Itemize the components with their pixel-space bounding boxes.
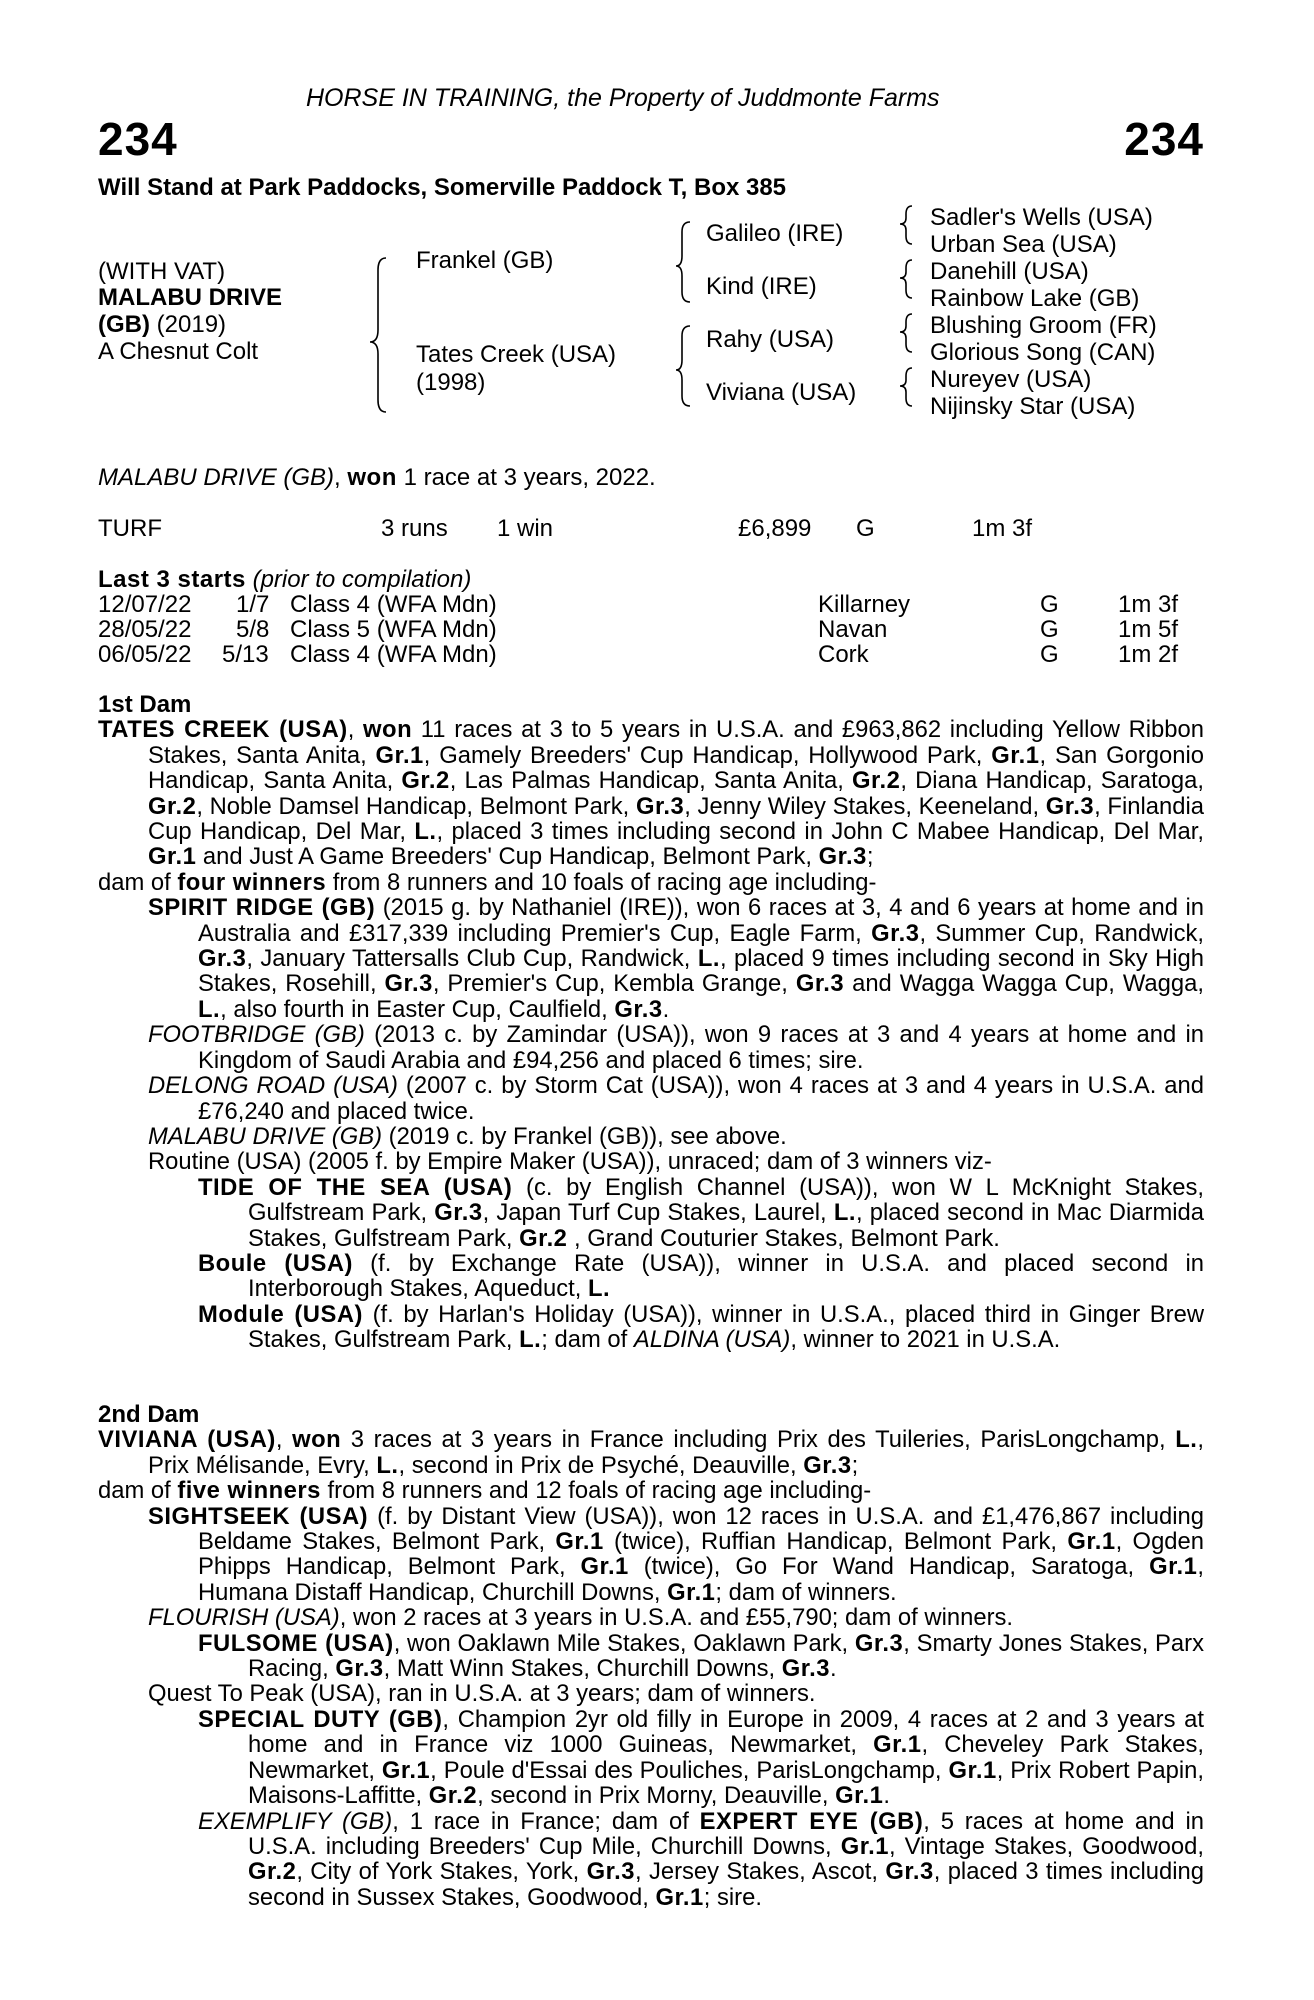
pedigree-sire: Frankel (GB) [416,247,554,274]
pedigree-sire-dam: Kind (IRE) [706,273,817,300]
start-race: Class 4 (WFA Mdn) [290,591,497,618]
last-starts-note: (prior to compilation) [252,566,472,593]
pedigree-g1: Sadler's Wells (USA) [930,204,1153,231]
pedigree-entry: DELONG ROAD (USA) (2007 c. by Storm Cat (USA)), won 4 races at 3 and 4 years in U.S.A. and £76,240 and placed twice. [148,1072,1204,1125]
pedigree-entry: MALABU DRIVE (GB) (2019 c. by Frankel (GB)), see above. [148,1122,787,1150]
second-dam-heading: 2nd Dam [98,1401,200,1428]
pedigree-g3: Danehill (USA) [930,258,1089,285]
start-going: G [1040,616,1059,643]
record-distance: 1m 3f [972,515,1033,542]
start-position: 5/8 [236,616,270,643]
lot-number-right: 234 [1124,113,1204,165]
summary-won: won [347,464,397,491]
record-surface: TURF [98,515,162,542]
summary-rest: 1 race at 3 years, 2022. [403,464,656,491]
dam-produce-summary: dam of five winners from 8 runners and 12 foals of racing age including- [98,1477,872,1505]
pedigree-dam-dam: Viviana (USA) [706,379,857,406]
pedigree-entry: SIGHTSEEK (USA) (f. by Distant View (USA)), won 12 races in U.S.A. and £1,476,867 including Beldame Stakes, Belmont Park, Gr.1 (twice), Ruffian Handicap, Belmont Park, Gr.1, Ogden Phipps Handicap, Belmont Park, Gr.1 (twice), Go For Wand Handicap, Saratoga, Gr.1, Humana Distaff Handicap, Churchill Downs, Gr.1; dam of winners. [148,1502,1205,1606]
start-going: G [1040,641,1059,668]
start-distance: 1m 3f [1118,591,1179,618]
pedigree-sire-sire: Galileo (IRE) [706,220,844,247]
pedigree-entry: Routine (USA) (2005 f. by Empire Maker (USA)), unraced; dam of 3 winners viz- [148,1148,992,1176]
horse-country: (GB) [98,311,150,338]
pedigree-g8: Nijinsky Star (USA) [930,393,1136,420]
last-starts-title: Last 3 starts [98,566,246,593]
pedigree-entry: FLOURISH (USA), won 2 races at 3 years in U.S.A. and £55,790; dam of winners. [148,1604,1014,1632]
pedigree-dam: Tates Creek (USA) [416,341,617,368]
pedigree-entry: Boule (USA) (f. by Exchange Rate (USA)), winner in U.S.A. and placed second in Interborough Stakes, Aqueduct, L. [198,1249,1204,1303]
pedigree-g5: Blushing Groom (FR) [930,312,1157,339]
start-position: 1/7 [236,591,270,618]
stand-location: Will Stand at Park Paddocks, Somerville Paddock T, Box 385 [98,174,787,201]
start-date: 28/05/22 [98,616,192,643]
start-distance: 1m 5f [1118,616,1179,643]
start-distance: 1m 2f [1118,641,1179,668]
start-date: 06/05/22 [98,641,192,668]
horse-description: A Chesnut Colt [98,338,259,365]
vat-note: (WITH VAT) [98,258,226,285]
pedigree-dam-year: (1998) [416,369,486,396]
start-going: G [1040,591,1059,618]
pedigree-entry: FULSOME (USA), won Oaklawn Mile Stakes, Oaklawn Park, Gr.3, Smarty Jones Stakes, Parx Racing, Gr.3, Matt Winn Stakes, Churchill Downs, Gr.3. [198,1629,1204,1683]
record-prize: £6,899 [738,515,812,542]
start-race: Class 5 (WFA Mdn) [290,616,497,643]
record-runs: 3 runs [381,515,448,542]
pedigree-entry: TATES CREEK (USA), won 11 races at 3 to 5 years in U.S.A. and £963,862 including Yellow Ribbon Stakes, Santa Anita, Gr.1, Gamely Breeders' Cup Handicap, Hollywood Park, Gr.1, San Gorgonio Handicap, Santa Anita, Gr.2, Las Palmas Handicap, Santa Anita, Gr.2, Diana Handicap, Saratoga, Gr.2, Noble Damsel Handicap, Belmont Park, Gr.3, Jenny Wiley Stakes, Keeneland, Gr.3, Finlandia Cup Handicap, Del Mar, L., placed 3 times including second in John C Mabee Handicap, Del Mar, Gr.1 and Just A Game Breeders' Cup Handicap, Belmont Park, Gr.3; [98,716,1205,871]
start-course: Navan [818,616,888,643]
start-course: Cork [818,641,869,668]
pedigree-dam-sire: Rahy (USA) [706,326,835,353]
horse-year: (2019) [156,311,227,338]
dam-produce-summary: dam of four winners from 8 runners and 10 foals of racing age including- [98,868,877,896]
record-wins: 1 win [497,515,554,542]
pedigree-entry: Quest To Peak (USA), ran in U.S.A. at 3 years; dam of winners. [148,1680,816,1708]
first-dam-heading: 1st Dam [98,691,192,718]
pedigree-g7: Nureyev (USA) [930,366,1092,393]
record-going: G [856,515,875,542]
last-starts-heading [98,566,471,594]
pedigree-entry: EXEMPLIFY (GB), 1 race in France; dam of EXPERT EYE (GB), 5 races at home and in U.S.A. including Breeders' Cup Mile, Churchill Downs, Gr.1, Vintage Stakes, Goodwood, Gr.2, City of York Stakes, York, Gr.3, Jersey Stakes, Ascot, Gr.3, placed 3 times including second in Sussex Stakes, Goodwood, Gr.1; sire. [198,1807,1204,1911]
start-date: 12/07/22 [98,591,192,618]
second-dam-section [98,1402,1204,1910]
second-dam-entries [98,1427,1204,1910]
pedigree-entry: SPECIAL DUTY (GB), Champion 2yr old filly in Europe in 2009, 4 races at 2 and 3 years at home and in France viz 1000 Guineas, Newmarket, Gr.1, Cheveley Park Stakes, Newmarket, Gr.1, Poule d'Essai des Pouliches, ParisLongchamp, Gr.1, Prix Robert Papin, Maisons-Laffitte, Gr.2, second in Prix Morny, Deauville, Gr.1. [198,1705,1204,1810]
horse-name: MALABU DRIVE [98,284,282,311]
pedigree-entry: SPIRIT RIDGE (GB) (2015 g. by Nathaniel (IRE)), won 6 races at 3, 4 and 6 years at home and in Australia and £317,339 including Premier's Cup, Eagle Farm, Gr.3, Summer Cup, Randwick, Gr.3, January Tattersalls Club Cup, Randwick, L., placed 9 times including second in Sky High Stakes, Rosehill, Gr.3, Premier's Cup, Kembla Grange, Gr.3 and Wagga Wagga Cup, Wagga, L., also fourth in Easter Cup, Caulfield, Gr.3. [148,894,1204,1023]
summary-name: MALABU DRIVE (GB) [98,464,335,491]
first-dam-entries [98,717,1204,1352]
catalogue-header: HORSE IN TRAINING, the Property of Juddmonte Farms [306,84,940,112]
pedigree-g4: Rainbow Lake (GB) [930,285,1140,312]
start-position: 5/13 [222,641,269,668]
first-dam-section [98,692,1204,1353]
pedigree-g2: Urban Sea (USA) [930,231,1117,258]
pedigree-entry: Module (USA) (f. by Harlan's Holiday (USA)), winner in U.S.A., placed third in Ginger Brew Stakes, Gulfstream Park, L.; dam of ALDINA (USA), winner to 2021 in U.S.A. [198,1300,1204,1354]
start-race: Class 4 (WFA Mdn) [290,641,497,668]
start-course: Killarney [818,591,911,618]
pedigree-entry: TIDE OF THE SEA (USA) (c. by English Channel (USA)), won W L McKnight Stakes, Gulfstream Park, Gr.3, Japan Turf Cup Stakes, Laurel, L., placed second in Mac Diarmida Stakes, Gulfstream Park, Gr.2 , Grand Couturier Stakes, Belmont Park. [198,1173,1205,1252]
pedigree-entry: VIVIANA (USA), won 3 races at 3 years in France including Prix des Tuileries, ParisLongchamp, L., Prix Mélisande, Evry, L., second in Prix de Psyché, Deauville, Gr.3; [98,1426,1204,1479]
pedigree-entry: FOOTBRIDGE (GB) (2013 c. by Zamindar (USA)), won 9 races at 3 and 4 years at home and in Kingdom of Saudi Arabia and £94,256 and placed 6 times; sire. [148,1021,1204,1074]
lot-number-left: 234 [98,113,178,165]
race-summary: MALABU DRIVE (GB), won 1 race at 3 years, 2022. [98,464,656,491]
pedigree-g6: Glorious Song (CAN) [930,339,1156,366]
